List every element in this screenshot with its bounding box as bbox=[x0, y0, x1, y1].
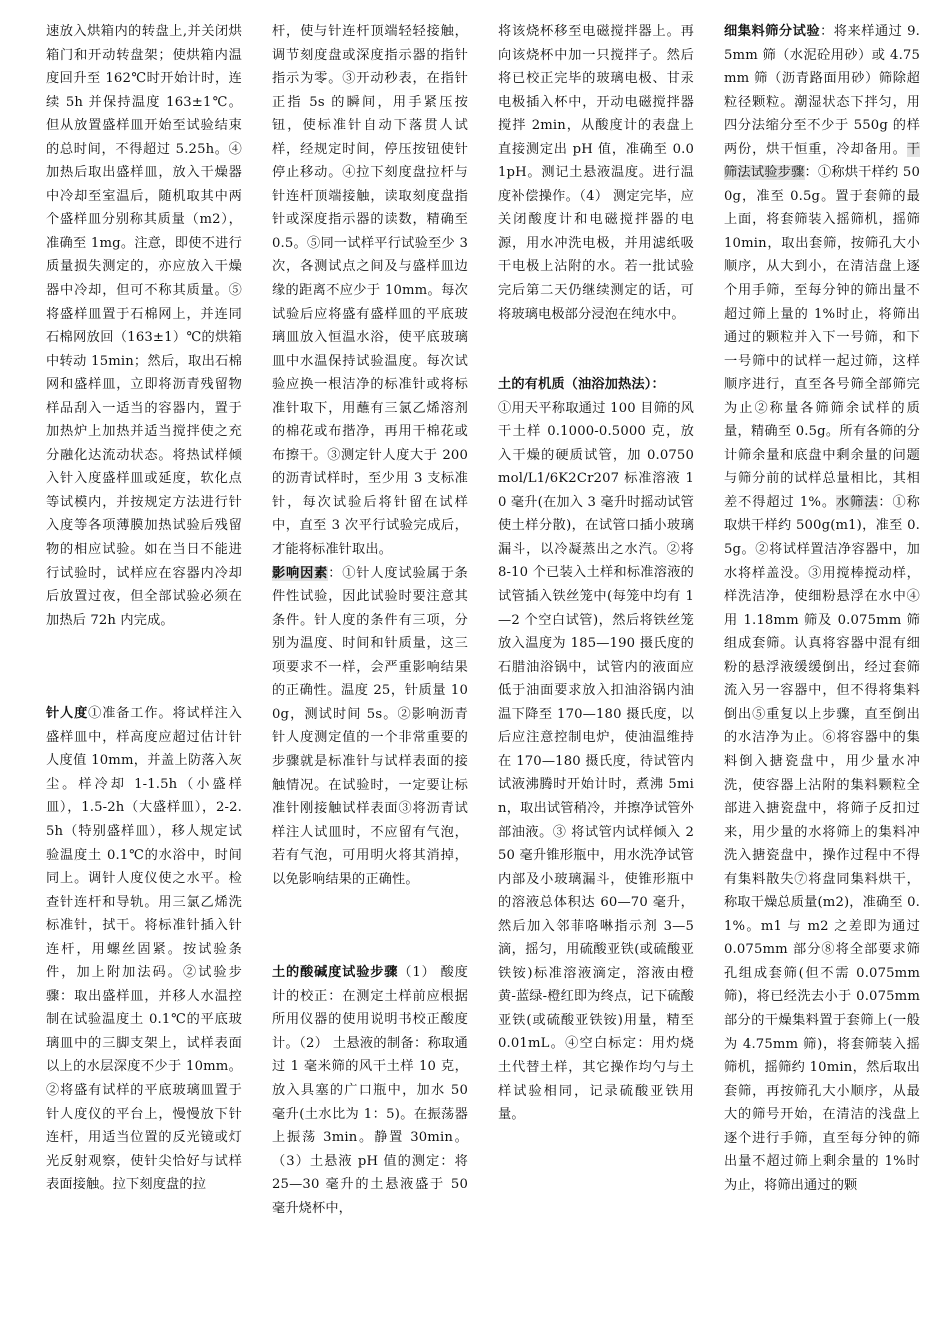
column-1 bbox=[46, 20, 242, 1197]
penetration-procedure-text: ①准备工作。将试样注入盛样皿中，样高度应超过估计针人度值 10mm，并盖上防落入灰尘。样冷却 1-1.5h（小盛样皿），1.5-2h（大盛样皿），2-2.5h（特别盛样皿），移人规定试验温度土 0.1℃的水浴中，时间同上。调针人度仪使之水平。检查针连杆和导轨。用三氯乙烯洗标准针，拭干。将标准针插入针连杆，用螺丝固紧。按试验条件，加上附加法码。②试验步骤：取出盛样皿，并移人水温控制在试验温度土 0.1℃的平底玻璃皿中的三脚支架上，试样表面以上的水层深度不少于 10mm。②将盛有试样的平底玻璃皿置于针人度仪的平台上，慢慢放下针连杆，用适当位置的反光镜或灯光反射观察，使针尖恰好与试样表面接触。拉下刻度盘的拉 bbox=[46, 706, 242, 1193]
penetration-heading: 针人度 bbox=[46, 706, 89, 722]
influence-factors-heading: 影响因素 bbox=[272, 565, 329, 581]
column-4 bbox=[724, 20, 920, 1197]
dry-sieve-heading: 干筛法试验步骤 bbox=[724, 141, 920, 181]
column-2 bbox=[272, 20, 468, 1220]
soil-ph-section bbox=[272, 961, 468, 1220]
wet-sieve-procedure-text: ：①称取烘干样约 500g(m1)，准至 0.5g。②将试样置洁净容器中，加水将样盖没。③用搅棒搅动样，样洗洁净，使细粉悬浮在水中④用 1.18mm 筛及 0.075mm 筛组成套筛。认真将容器中混有细粉的悬浮液缓缓倒出，经过套筛流入另一容器中，但不得将集料倒出⑤重复以上步骤，直至倒出的水洁净为止。⑥将容器中的集料倒入搪瓷盘中，用少量水冲洗，使容器上沾附的集料颗粒全部进入搪瓷盘中，将筛子反扣过来，用少量的水将筛上的集料冲洗入搪瓷盘中，操作过程中不得有集料散失⑦将盘同集料烘干，称取干燥总质量(m2)，准确至 0.1%。m1 与 m2 之差即为通过 0.075mm 部分⑧将全部要求筛孔组成套筛(但不需 0.075mm 筛)，将已经洗去小于 0.075mm 部分的干燥集料置于套筛上(一般为 4.75mm 筛)，将套筛装入摇筛机，摇筛约 10min，然后取出套筛，再按筛孔大小顺序，从最大的筛号开始，在清洁的浅盘上逐个进行手筛，直至每分钟的筛出量不超过筛上剩余量的 1%时为止，将筛出通过的颗 bbox=[724, 494, 921, 1193]
dry-sieve-procedure-text: ：①称烘干样约 500g，准至 0.5g。置于套筛的最上面，将套筛装入摇筛机，摇筛 10min，取出套筛，按筛孔大小顺序，从大到小，在清洁盘上逐个用手筛，至每分钟的筛出量不超过筛上量的 1%时止，将筛出通过的颗粒并入下一号筛，和下一号筛中的试样一起过筛，这样顺序进行，直至各号筛全部筛完为止②称量各筛筛余试样的质量，精确至 0.5g。所有各筛的分计筛余量和底盘中剩余量的问题与筛分前的试样总量相比，其相差不得超过 1%。 bbox=[724, 165, 920, 510]
thin-film-oven-procedure-text: 速放入烘箱内的转盘上,并关闭烘箱门和开动转盘架；使烘箱内温度回升至 162℃时开始计时，连续 5h 并保持温度 163±1℃。但从放置盛样皿开始至试验结束的总时间，不得超过 5.25h。④加热后取出盛样皿，放入干燥器中冷却至室温后，随机取其中两个盛样皿分别称其质量（m2），准确至 1mg。注意，即使不进行质量损失测定的，亦应放入干燥器中冷却，但可不称其质量。⑤将盛样皿置于石棉网上，并连同石棉网放回（163±1）℃的烘箱中转动 15min；然后，取出石棉网和盛样皿，立即将沥青残留物样品刮入一适当的容器内，置于加热炉上加热并适当搅拌使之充分融化达流动状态。将热试样倾入针入度盛样皿或延度，软化点等试模内，并按规定方法进行针入度等各项薄膜加热试验后残留物的相应试验。如在当日不能进行试验时，试样应在容器内冷却后放置过夜，但全部试验必须在加热后 72h 内完成。 bbox=[46, 24, 242, 628]
fine-aggregate-sieve-heading: 细集料筛分试验 bbox=[724, 24, 821, 39]
soil-organic-matter-procedure-text: ①用天平称取通过 100 目筛的风干土样 0.1000-0.5000 克，放入干燥的硬质试管，加 0.0750mol/L1/6K2Cr207 标准溶液 10 毫升(在加入 3 毫升时摇动试管使土样分散)，在试管口插小玻璃漏斗，以冷凝蒸出之水汽。②将 8-10 个已装入土样和标准溶液的试管插入铁丝笼中(每笼中均有 1—2 个空白试管)，然后将铁丝笼放入温度为 185—190 摄氏度的石腊油浴锅中，试管内的液面应低于油面要求放入扣油浴锅内油温下降至 170—180 摄氏度，以后应注意控制电炉，使油温维持在 170—180 摄氏度，待试管内试液沸腾时开始计时，煮沸 5min，取出试管稍冷，并擦净试管外部油液。③ 将试管内试样倾入 250 毫升锥形瓶中，用水洗净试管内部及小玻璃漏斗，使锥形瓶中的溶液总体积达 60—70 毫升，然后加入邻菲咯啉指示剂 3—5 滴，摇匀，用硫酸亚铁(或硫酸亚铁铵)标准溶液滴定，溶液由橙黄-蓝绿-橙红即为终点，记下硫酸亚铁(或硫酸亚铁铵)用量，精至 0.01mL。④空白标定：用灼烧土代替土样，其它操作均勺与土样试验相同，记录硫酸亚铁用量。 bbox=[498, 400, 694, 1123]
fine-aggregate-sample-prep-text: ：将来样通过 9.5mm 筛（水泥砼用砂）或 4.75mm 筛（沥青路面用砂）筛除超粒径颗粒。潮湿状态下拌匀，用四分法缩分至不少于 550g 的样两份，烘干恒重，冷却备用。 bbox=[724, 24, 920, 157]
soil-ph-heading: 土的酸碱度试验步骤 bbox=[272, 965, 399, 981]
influence-factors-text: ：①针人度试验属于条件性试验，因此试验时要注意其条件。针人度的条件有三项，分别为温度、时间和针质量，这三项要求不一样，会严重影响结果的正确性。温度 25，针质量 100g，测试时间 5s。②影响沥青针人度测定值的一个非常重要的步骤就是标准针与试样表面的接触情况。在试验时，一定要让标准针刚接触试样表面③将沥青试样注人试皿时，不应留有气泡，若有气泡，可用明火将其消掉，以免影响结果的正确性。 bbox=[272, 565, 468, 887]
penetration-section bbox=[46, 702, 242, 1196]
fine-aggregate-sieve-section bbox=[724, 20, 920, 1197]
soil-ph-procedure-text: （1） 酸度计的校正：在测定土样前应根据所用仪器的使用说明书校正酸度计。（2） 土悬液的制备：称取通过 1 毫米筛的风干土样 10 克，放入具塞的广口瓶中，加水 50 毫升(土水比为 1：5)。在振荡器上振荡 3min。静置 30min。（3）土悬液 pH 值的测定：将 25—30 毫升的土悬液盛于 50 毫升烧杯中， bbox=[272, 965, 468, 1216]
influence-factors-section bbox=[272, 562, 468, 892]
penetration-procedure-continued: 杆，使与针连杆顶端轻轻接触，调节刻度盘或深度指示器的指针指示为零。③开动秒表，在指针正指 5s 的瞬间，用手紧压按钮，使标准针自动下落贯人试样，经规定时间，停压按钮使针停止移动。④拉下刻度盘拉杆与针连杆顶端接触，读取刻度盘指针或深度指示器的读数，精确至 0.5。⑤同一试样平行试验至少 3 次，各测试点之间及与盛样皿边缘的距离不应少于 10mm。每次试验后应将盛有盛样皿的平底玻璃皿放入恒温水浴，使平底玻璃皿中水温保持试验温度。每次试验应换一根洁净的标准针或将标准针取下，用蘸有三氯乙烯溶剂的棉花或布揩净，再用干棉花或布擦干。③测定针人度大于 200 的沥青试样时，至少用 3 支标准针，每次试验后将针留在试样中，直至 3 次平行试验完成后，才能将标准针取出。 bbox=[272, 24, 468, 558]
soil-organic-matter-heading: 土的有机质（油浴加热法）： bbox=[498, 377, 665, 393]
wet-sieve-heading: 水筛法 bbox=[835, 494, 879, 510]
column-3 bbox=[498, 20, 694, 1127]
soil-ph-procedure-continued: 将该烧杯移至电磁搅拌器上。再向该烧杯中加一只搅拌子。然后将已校正完毕的玻璃电极、甘汞电极插入杯中，开动电磁搅拌器搅拌 2min，从酸度计的表盘上直接测定出 pH 值，准确至 0.01pH。测记土悬液温度。进行温度补偿操作。（4） 测定完毕，应关闭酸度计和电磁搅拌器的电源，用水冲洗电极，并用滤纸吸干电极上沾附的水。若一批试验完后第二天仍继续测定的话，可将玻璃电极部分浸泡在纯水中。 bbox=[498, 24, 694, 322]
